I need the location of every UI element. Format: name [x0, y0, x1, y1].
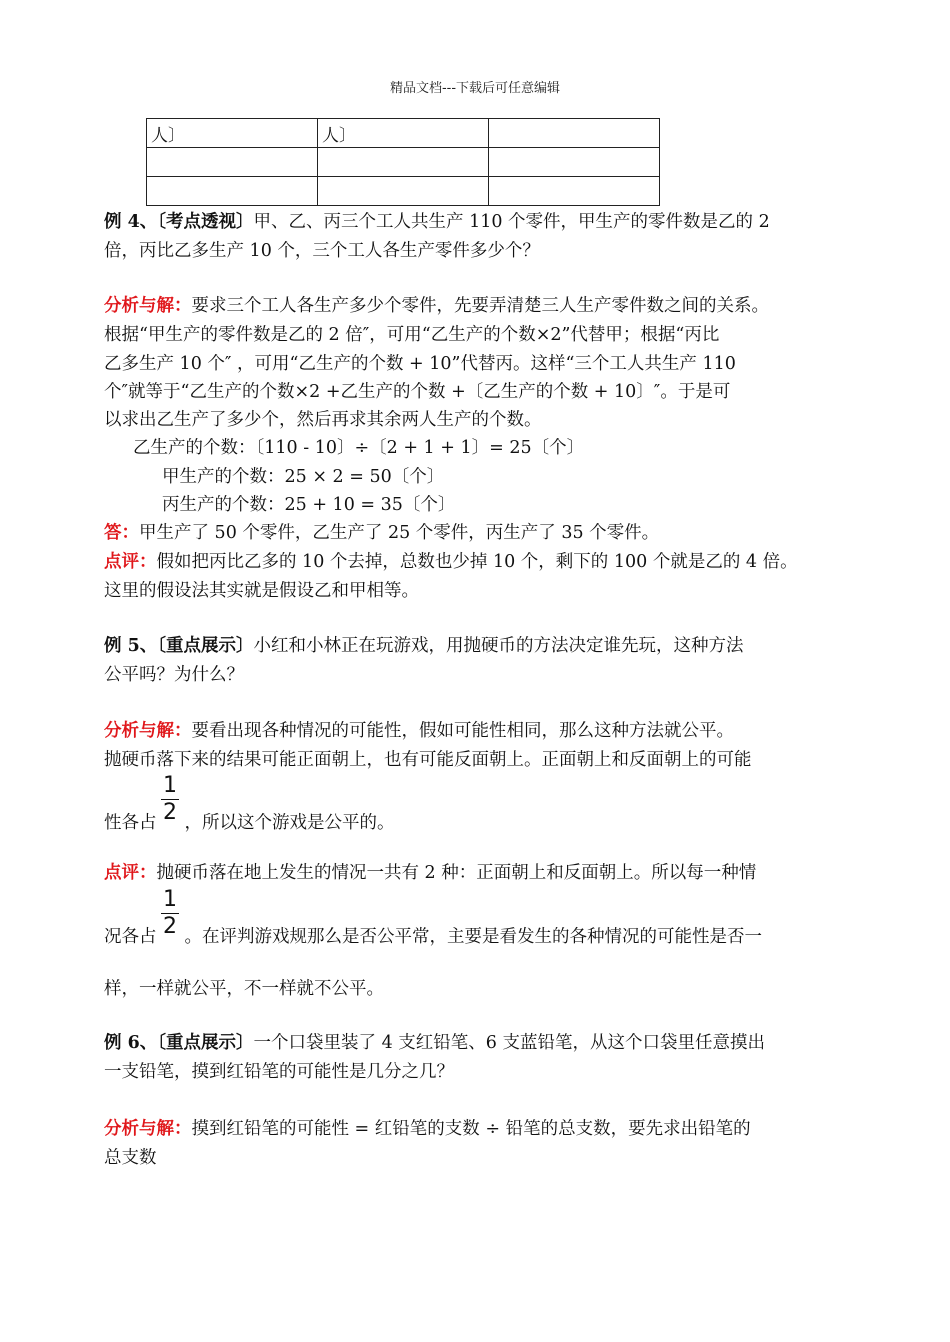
- comment-label: 点评：: [104, 552, 157, 572]
- comment-text: 抛硬币落在地上发生的情况一共有 2 种：正面朝上和反面朝上。所以每一种情: [156, 863, 757, 883]
- analysis-text: 要看出现各种情况的可能性，假如可能性相同，那么这种方法就公平。: [191, 721, 734, 741]
- table-row: [147, 177, 660, 206]
- fraction-denominator: 2: [163, 800, 177, 825]
- ex4-analysis-line: [104, 294, 769, 318]
- comment-text-pre: 况各占: [104, 927, 157, 947]
- ex4-comment-line: [104, 550, 798, 574]
- table-cell: [147, 148, 318, 177]
- ex5-analysis-line2: 抛硬币落下来的结果可能正面朝上，也有可能反面朝上。正面朝上和反面朝上的可能: [104, 750, 752, 770]
- page-header: 精品文档---下载后可任意编辑: [389, 81, 561, 96]
- ex5-analysis-line: [104, 719, 734, 743]
- ex6-question-line: [104, 1031, 765, 1055]
- analysis-text-post: ，所以这个游戏是公平的。: [184, 813, 395, 833]
- fraction-numerator: 1: [163, 773, 177, 798]
- answer-label: 答：: [104, 523, 139, 543]
- ex4-comment-line2: 这里的假设法其实就是假设乙和甲相等。: [104, 581, 419, 601]
- ex6-analysis-line: [104, 1117, 751, 1141]
- analysis-label: 分析与解：: [104, 721, 192, 741]
- ex4-question-line2: 倍，丙比乙多生产 10 个，三个工人各生产零件多少个？: [104, 241, 540, 261]
- fraction-numerator: 1: [163, 887, 177, 912]
- table-cell: [318, 177, 489, 206]
- ex4-analysis-line2: 根据“甲生产的零件数是乙的 2 倍″，可用“乙生产的个数×2”代替甲；根据“丙比: [104, 325, 720, 345]
- table-cell: [489, 148, 660, 177]
- comment-text-post: 。在评判游戏规那么是否公平常，主要是看发生的各种情况的可能性是否一: [184, 927, 762, 947]
- ex4-question-line: [104, 210, 770, 234]
- table-row: [147, 119, 660, 148]
- ex5-label: 例 5、〔重点展示〕: [104, 636, 254, 656]
- ex5-question-line2: 公平吗？为什么？: [104, 665, 244, 685]
- ex4-calc-line2: 甲生产的个数：25 × 2 = 50〔个〕: [162, 467, 445, 487]
- ex6-question-text: 一个口袋里装了 4 支红铅笔、6 支蓝铅笔，从这个口袋里任意摸出: [253, 1033, 765, 1053]
- comment-text: 假如把丙比乙多的 10 个去掉，总数也少掉 10 个，剩下的 100 个就是乙的 4 倍。: [156, 552, 798, 572]
- table-cell: [147, 177, 318, 206]
- table-cell: [489, 177, 660, 206]
- table-cell: 人〕: [147, 119, 318, 148]
- analysis-text: 摸到红铅笔的可能性 = 红铅笔的支数 ÷ 铅笔的总支数，要先求出铅笔的: [191, 1119, 751, 1139]
- ex5-comment-line2: [104, 925, 762, 949]
- ex5-question-text: 小红和小林正在玩游戏，用抛硬币的方法决定谁先玩，这种方法: [253, 636, 744, 656]
- fraction-denominator: 2: [163, 914, 177, 939]
- ex6-analysis-line2: 总支数: [104, 1148, 157, 1168]
- ex6-label: 例 6、〔重点展示〕: [104, 1033, 254, 1053]
- comment-label: 点评：: [104, 863, 157, 883]
- analysis-text: 要求三个工人各生产多少个零件，先要弄清楚三人生产零件数之间的关系。: [191, 296, 769, 316]
- ex5-comment-line3: 样，一样就公平，不一样就不公平。: [104, 979, 384, 999]
- ex4-question-text: 甲、乙、丙三个工人共生产 110 个零件，甲生产的零件数是乙的 2: [253, 212, 770, 232]
- data-table: [146, 118, 660, 206]
- ex4-analysis-line3: 乙多生产 10 个″ ，可用“乙生产的个数 + 10”代替丙。这样“三个工人共生产 110: [104, 354, 736, 374]
- ex6-question-line2: 一支铅笔，摸到红铅笔的可能性是几分之几？: [104, 1062, 454, 1082]
- answer-text: 甲生产了 50 个零件，乙生产了 25 个零件，丙生产了 35 个零件。: [139, 523, 660, 543]
- ex4-answer-line: [104, 521, 659, 545]
- ex4-analysis-line4: 个″就等于“乙生产的个数×2 +乙生产的个数 +〔乙生产的个数 + 10〕″。于是可: [104, 382, 731, 402]
- ex4-calc-line1: 乙生产的个数：〔110 - 10〕÷〔2 + 1 + 1〕= 25〔个〕: [133, 438, 585, 458]
- table-row: [147, 148, 660, 177]
- table-cell: [489, 119, 660, 148]
- table-cell: 人〕: [318, 119, 489, 148]
- ex4-label: 例 4、〔考点透视〕: [104, 212, 254, 232]
- ex4-analysis-line5: 以求出乙生产了多少个，然后再求其余两人生产的个数。: [104, 410, 542, 430]
- ex4-calc-line3: 丙生产的个数：25 + 10 = 35〔个〕: [162, 495, 456, 515]
- ex5-comment-line: [104, 861, 756, 885]
- ex5-question-line: [104, 634, 744, 658]
- analysis-label: 分析与解：: [104, 296, 192, 316]
- analysis-text-pre: 性各占: [104, 813, 157, 833]
- ex5-analysis-line3: [104, 811, 395, 835]
- table-cell: [318, 148, 489, 177]
- analysis-label: 分析与解：: [104, 1119, 192, 1139]
